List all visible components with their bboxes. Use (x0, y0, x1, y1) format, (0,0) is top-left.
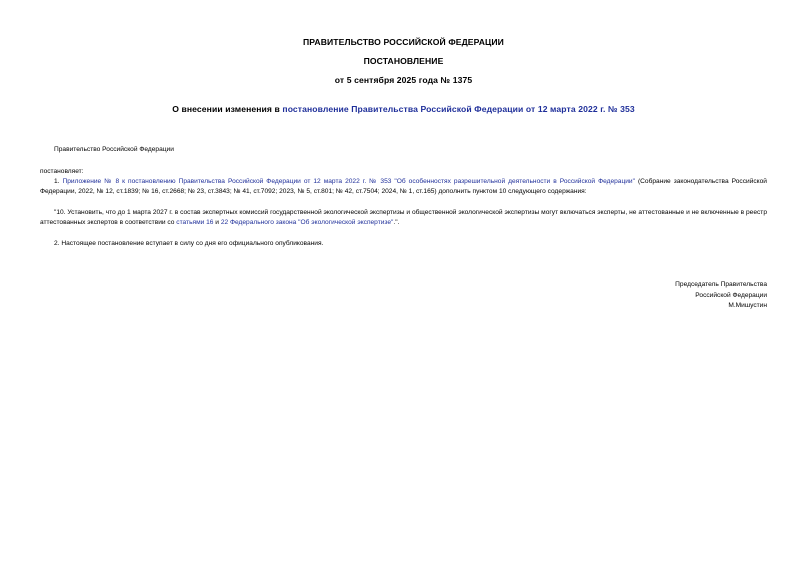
law-article-22-link[interactable]: 22 Федерального закона "Об экологической экспертизе" (220, 219, 394, 226)
resolves-text: постановляет: (40, 168, 84, 175)
paragraph-10-end: .". (393, 219, 400, 226)
paragraph-1 (40, 177, 767, 197)
paragraph-10-text: "10. Установить, что до 1 марта 2027 г. в состав экспертных комиссий государственной экологической экспертизы и общественной экологической экспертизы могут включаться эксперты, не аттестованные и не включенные в реестр аттестованных экспертов в соответствии со (40, 209, 767, 226)
paragraph-1-text: (Собрание законодательства Российской Федерации, 2022, № 12, ст.1839; № 16, ст.2668; № 23, ст.3843; № 41, ст.7092; 2023, № 5, ст.801; № 42, ст.7504; 2024, № 1, ст.165) дополнить пунктом 10 следующего содержания: (40, 178, 767, 195)
paragraph-2: 2. Настоящее постановление вступает в силу со дня его официального опубликования. (54, 240, 324, 247)
paragraph-1-number: 1. (54, 178, 63, 185)
date-number-heading: от 5 сентября 2025 года № 1375 (334, 75, 473, 85)
signature-org: Российской Федерации (695, 291, 767, 299)
paragraph-10-and: и (213, 219, 221, 226)
signature-block (675, 280, 767, 312)
appendix-8-link[interactable]: Приложение № 8 к постановлению Правительства Российской Федерации от 12 марта 2022 г. № 353 "Об особенностях разрешительной деятельности в Российской Федерации" (62, 178, 635, 185)
paragraph-10 (40, 208, 767, 228)
subject-link[interactable]: постановление Правительства Российской Федерации от 12 марта 2022 г. № 353 (282, 104, 635, 114)
subject-heading (0, 104, 807, 114)
signature-name: М.Мишустин (728, 302, 767, 309)
issuer-text: Правительство Российской Федерации (54, 146, 174, 153)
signature-title: Председатель Правительства (675, 281, 767, 288)
government-heading: ПРАВИТЕЛЬСТВО РОССИЙСКОЙ ФЕДЕРАЦИИ (303, 37, 504, 47)
article-16-link[interactable]: статьями 16 (176, 219, 214, 226)
doc-type-heading: ПОСТАНОВЛЕНИЕ (363, 56, 444, 66)
subject-prefix: О внесении изменения в (172, 104, 283, 114)
